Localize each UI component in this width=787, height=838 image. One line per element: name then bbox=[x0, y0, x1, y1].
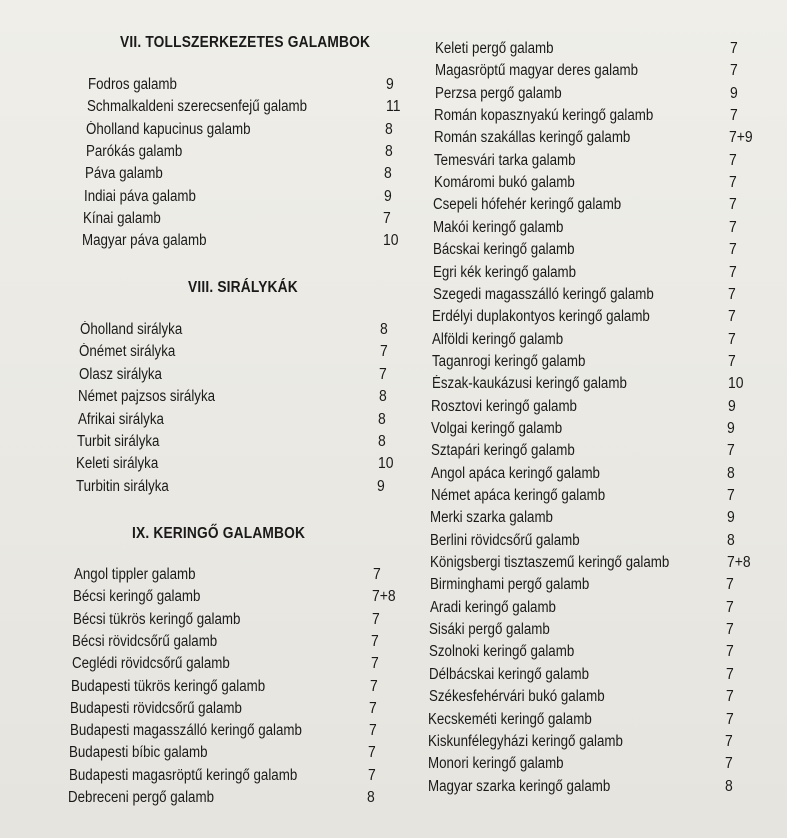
entry-name: Kecskeméti keringő galamb bbox=[428, 710, 593, 728]
page-number: 9 bbox=[726, 509, 735, 527]
list-item bbox=[68, 165, 413, 187]
entry-name: Délbácskai keringő galamb bbox=[428, 665, 589, 683]
list-item bbox=[420, 107, 780, 129]
page-number: 7 bbox=[728, 218, 737, 236]
entry-name: Turbit sirályka bbox=[77, 433, 160, 450]
list-item bbox=[420, 487, 780, 509]
list-item bbox=[68, 76, 413, 98]
entry-name: Taganrogi keringő galamb bbox=[431, 352, 586, 370]
page-number: 8 bbox=[367, 789, 375, 806]
entry-name: Keleti sirályka bbox=[76, 455, 159, 473]
list-item bbox=[68, 366, 413, 388]
list-item bbox=[420, 532, 780, 554]
entry-name: Berlini rövidcsőrű galamb bbox=[430, 531, 580, 549]
page-number: 7 bbox=[379, 343, 388, 361]
page-number: 8 bbox=[378, 433, 386, 450]
page-number: 7 bbox=[725, 643, 734, 661]
entry-name: Sisáki pergő galamb bbox=[429, 621, 551, 639]
entry-name: Kínai galamb bbox=[83, 209, 162, 227]
list-item bbox=[420, 420, 780, 442]
page-number: 7+8 bbox=[726, 554, 751, 572]
list-item bbox=[420, 286, 780, 308]
entry-name: Fodros galamb bbox=[88, 76, 177, 93]
list-item bbox=[420, 62, 780, 84]
entry-name: Román kopasznyakú keringő galamb bbox=[434, 107, 654, 125]
page-number: 11 bbox=[385, 98, 400, 116]
page-number: 7 bbox=[728, 196, 737, 214]
list-item bbox=[68, 700, 413, 722]
section-title-viii: VIII. SIRÁLYKÁK bbox=[188, 279, 298, 296]
section-title-vii: VII. TOLLSZERKEZETES GALAMBOK bbox=[120, 34, 371, 51]
entry-name: Magyar páva galamb bbox=[82, 232, 207, 250]
entry-name: Erdélyi duplakontyos keringő galamb bbox=[432, 308, 651, 326]
list-item bbox=[420, 733, 780, 755]
list-item bbox=[420, 308, 780, 330]
page-number: 7 bbox=[370, 655, 379, 673]
page-number: 8 bbox=[384, 142, 393, 160]
entry-name: Perzsa pergő galamb bbox=[434, 84, 562, 102]
list-item bbox=[420, 85, 780, 107]
page-number: 7 bbox=[727, 487, 735, 504]
page-number: 7 bbox=[728, 241, 737, 259]
entry-name: Birminghami pergő galamb bbox=[429, 576, 590, 594]
page-number: 7 bbox=[369, 699, 378, 717]
list-item bbox=[420, 599, 780, 621]
list-item bbox=[68, 210, 413, 232]
entry-name: Budapesti magasszálló keringő galamb bbox=[69, 722, 302, 740]
entry-name: Bécsi tükrös keringő galamb bbox=[72, 610, 241, 628]
page-number: 7 bbox=[725, 732, 734, 750]
list-item bbox=[420, 643, 780, 665]
entry-name: Makói keringő galamb bbox=[433, 218, 564, 236]
page-number: 8 bbox=[378, 410, 387, 428]
entry-name: Óholland sirályka bbox=[80, 321, 183, 338]
list-item bbox=[420, 554, 780, 576]
list-item bbox=[420, 241, 780, 263]
list-item bbox=[420, 353, 780, 375]
entry-name: Bécsi rövidcsőrű galamb bbox=[72, 632, 218, 650]
entry-name: Budapesti tükrös keringő galamb bbox=[71, 677, 266, 695]
page-number: 7 bbox=[368, 744, 376, 762]
entry-name: Bécsi keringő galamb bbox=[73, 588, 201, 606]
page-number: 8 bbox=[384, 165, 392, 183]
entry-name: Német pajzsos sirályka bbox=[78, 388, 216, 406]
entry-name: Német apáca keringő galamb bbox=[430, 487, 605, 504]
entry-name: Indiai páva galamb bbox=[84, 187, 196, 205]
page-number: 7 bbox=[729, 107, 738, 125]
page-number: 7 bbox=[727, 352, 736, 370]
entry-name: Magasröptű magyar deres galamb bbox=[434, 62, 638, 80]
page-number: 7 bbox=[725, 665, 734, 683]
list-item bbox=[68, 789, 413, 811]
section-title-ix: IX. KERINGŐ GALAMBOK bbox=[132, 525, 306, 542]
page-number: 7 bbox=[373, 566, 381, 583]
list-item bbox=[68, 388, 413, 410]
entry-name: Königsbergi tisztaszemű keringő galamb bbox=[429, 554, 670, 572]
page-number: 7 bbox=[726, 621, 734, 639]
list-item bbox=[420, 778, 780, 800]
entry-name: Csepeli hófehér keringő galamb bbox=[433, 196, 622, 214]
page-number: 7 bbox=[725, 688, 734, 706]
entry-name: Budapesti rövidcsőrű galamb bbox=[70, 699, 243, 717]
list-item bbox=[420, 40, 780, 62]
entry-name: Ónémet sirályka bbox=[79, 343, 176, 361]
list-item bbox=[420, 196, 780, 218]
page-number: 7 bbox=[729, 62, 738, 80]
list-item bbox=[420, 331, 780, 353]
page-number: 7 bbox=[727, 442, 736, 460]
page-number: 7 bbox=[368, 722, 377, 740]
entry-name: Merki szarka galamb bbox=[430, 509, 554, 527]
entry-name: Szolnoki keringő galamb bbox=[429, 643, 575, 661]
entry-name: Monori keringő galamb bbox=[427, 755, 564, 773]
entry-name: Páva galamb bbox=[84, 165, 163, 183]
page-number: 9 bbox=[383, 187, 392, 205]
entry-name: Román szakállas keringő galamb bbox=[434, 129, 631, 147]
list-item bbox=[420, 666, 780, 688]
page-number: 10 bbox=[727, 375, 744, 393]
list-item bbox=[68, 611, 413, 633]
page-number: 7 bbox=[728, 263, 737, 281]
page-number: 9 bbox=[727, 419, 736, 437]
list-item bbox=[420, 509, 780, 531]
page-number: 7 bbox=[383, 209, 391, 227]
entry-name: Afrikai sirályka bbox=[77, 410, 164, 428]
page-number: 8 bbox=[726, 531, 735, 549]
entry-name: Debreceni pergő galamb bbox=[68, 789, 214, 806]
list-item bbox=[68, 188, 413, 210]
list-item bbox=[68, 566, 413, 588]
page-number: 8 bbox=[385, 120, 393, 138]
list-item bbox=[68, 722, 413, 744]
list-item bbox=[420, 442, 780, 464]
page-number: 9 bbox=[729, 84, 738, 102]
list-item bbox=[420, 621, 780, 643]
entry-name: Kiskunfélegyházi keringő galamb bbox=[428, 732, 624, 750]
page-number: 7 bbox=[728, 330, 736, 348]
list-item bbox=[420, 264, 780, 286]
entry-name: Budapesti bíbic galamb bbox=[69, 744, 208, 762]
page-number: 7 bbox=[725, 755, 733, 773]
list-item bbox=[68, 767, 413, 789]
list-item bbox=[68, 121, 413, 143]
entry-name: Olasz sirályka bbox=[78, 365, 162, 383]
page-number: 7 bbox=[728, 285, 737, 303]
list-item bbox=[68, 98, 413, 120]
entry-name: Bácskai keringő galamb bbox=[433, 241, 575, 259]
page-number: 7 bbox=[370, 677, 378, 695]
page-number: 7 bbox=[726, 576, 735, 594]
entry-name: Keleti pergő galamb bbox=[435, 40, 554, 57]
list-item bbox=[68, 478, 413, 500]
list-item bbox=[68, 232, 413, 254]
page-number: 8 bbox=[380, 321, 388, 338]
page-number: 7 bbox=[725, 710, 734, 728]
entry-name: Angol tippler galamb bbox=[74, 566, 196, 583]
list-item bbox=[68, 588, 413, 610]
entry-name: Magyar szarka keringő galamb bbox=[427, 777, 611, 795]
page-number: 7 bbox=[729, 151, 738, 169]
list-item bbox=[420, 174, 780, 196]
list-item bbox=[420, 375, 780, 397]
entry-name: Ceglédi rövidcsőrű galamb bbox=[71, 655, 230, 673]
page-number: 8 bbox=[725, 777, 733, 795]
page-number: 7 bbox=[729, 174, 737, 192]
page-number: 8 bbox=[727, 464, 735, 482]
list-item bbox=[420, 129, 780, 151]
list-item bbox=[420, 465, 780, 487]
page-number: 10 bbox=[382, 232, 399, 250]
page-number: 7+9 bbox=[729, 129, 754, 147]
list-item bbox=[68, 455, 413, 477]
page-number: 10 bbox=[377, 455, 394, 473]
entry-name: Óholland kapucinus galamb bbox=[86, 120, 251, 138]
page-number: 9 bbox=[377, 477, 385, 495]
page-number: 7 bbox=[730, 40, 738, 57]
entry-name: Alföldi keringő galamb bbox=[432, 330, 564, 348]
entry-name: Rosztovi keringő galamb bbox=[431, 397, 578, 415]
list-item bbox=[420, 755, 780, 777]
page-number: 7 bbox=[371, 610, 380, 628]
entry-name: Turbitin sirályka bbox=[75, 477, 169, 495]
page-number: 7 bbox=[728, 308, 736, 326]
entry-name: Komáromi bukó galamb bbox=[433, 174, 575, 192]
list-item bbox=[68, 655, 413, 677]
list-item bbox=[420, 219, 780, 241]
entry-name: Szegedi magasszálló keringő galamb bbox=[432, 285, 654, 303]
list-item bbox=[420, 711, 780, 733]
entry-name: Székesfehérvári bukó galamb bbox=[428, 688, 605, 706]
entry-name: Sztapári keringő galamb bbox=[431, 442, 575, 460]
list-item bbox=[68, 744, 413, 766]
list-item bbox=[68, 433, 413, 455]
list-item bbox=[68, 343, 413, 365]
list-item bbox=[68, 633, 413, 655]
list-item bbox=[68, 411, 413, 433]
entry-name: Budapesti magasröptű keringő galamb bbox=[68, 766, 297, 784]
page-number: 7+8 bbox=[372, 588, 397, 606]
list-item bbox=[68, 678, 413, 700]
page-number: 9 bbox=[727, 397, 736, 415]
list-item bbox=[68, 321, 413, 343]
page-number: 7 bbox=[379, 365, 387, 383]
page-number: 9 bbox=[386, 76, 394, 93]
page-number: 7 bbox=[726, 598, 735, 616]
entry-name: Angol apáca keringő galamb bbox=[430, 464, 600, 482]
entry-name: Volgai keringő galamb bbox=[431, 419, 563, 437]
entry-name: Parókás galamb bbox=[85, 142, 182, 160]
entry-name: Aradi keringő galamb bbox=[429, 598, 556, 616]
list-item bbox=[420, 688, 780, 710]
page-number: 7 bbox=[371, 632, 379, 650]
entry-name: Egri kék keringő galamb bbox=[432, 263, 576, 281]
list-item bbox=[420, 398, 780, 420]
entry-name: Temesvári tarka galamb bbox=[433, 151, 576, 169]
entry-name: Észak-kaukázusi keringő galamb bbox=[431, 375, 627, 393]
list-item bbox=[68, 143, 413, 165]
page-number: 7 bbox=[367, 766, 376, 784]
entry-name: Schmalkaldeni szerecsenfejű galamb bbox=[87, 98, 308, 116]
list-item bbox=[420, 152, 780, 174]
list-item bbox=[420, 576, 780, 598]
page-number: 8 bbox=[378, 388, 387, 406]
